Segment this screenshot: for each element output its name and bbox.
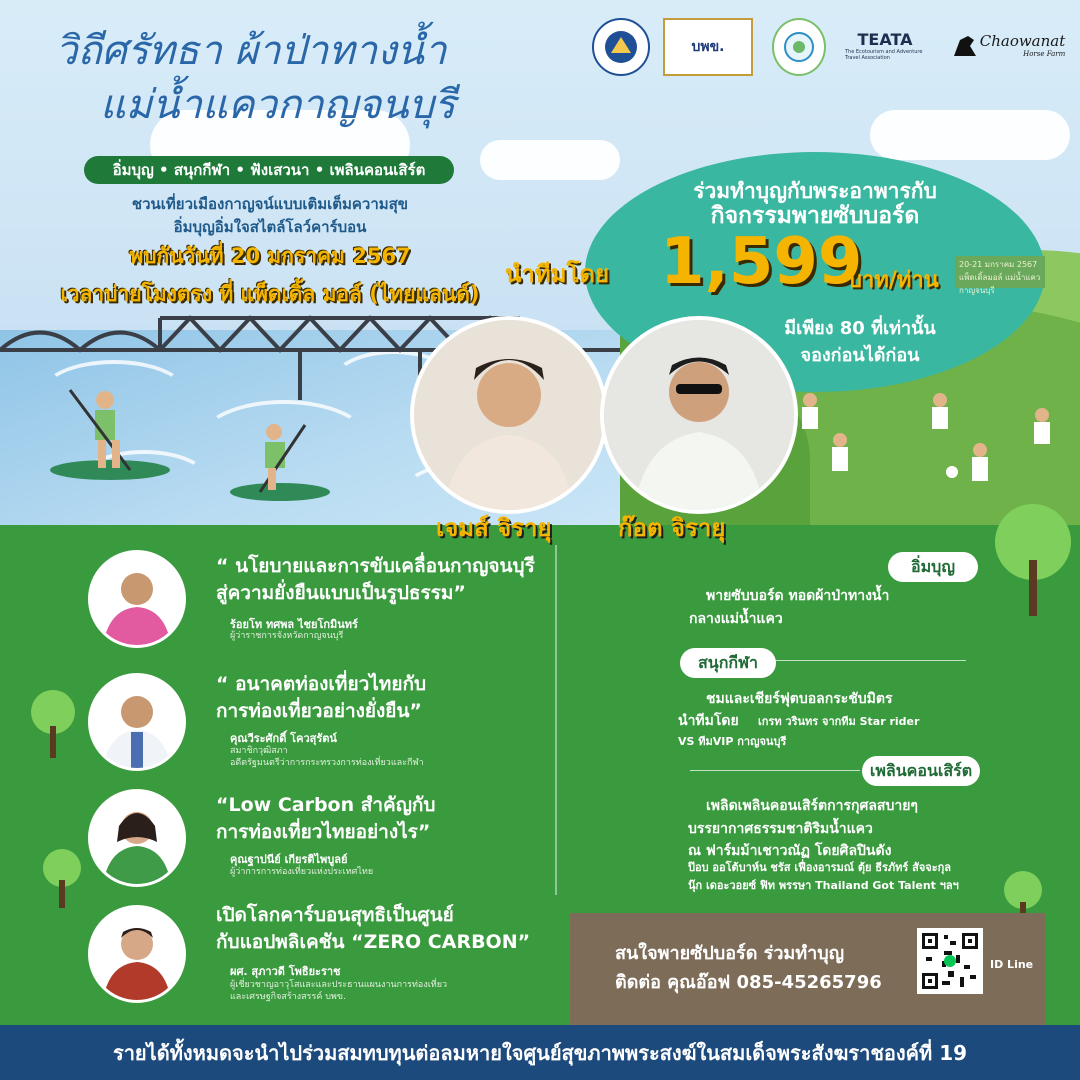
speaker-photo	[88, 550, 186, 648]
activity-3-line4: ป๊อบ ออโต้บาห์น ชรัส เฟื่องอารมณ์ ตุ้ย ธีรภัทร์ สัจจะกุล	[688, 861, 952, 874]
promo-heading-2: กิจกรรมพายซับบอร์ด	[710, 203, 920, 229]
signpost-line2: แพ็ดเดิ้ลมอล์ แม่น้ำแคว กาญจนบุรี	[959, 273, 1041, 295]
speaker-3-role: ผู้ว่าการการท่องเที่ยวแห่งประเทศไทย	[230, 867, 374, 877]
promo-heading-1: ร่วมทำบุญกับพระอาพารกับ	[693, 179, 937, 203]
cloud	[480, 140, 620, 180]
speaker-4-role-1: ผู้เชี่ยวชาญอาวุโสและและประธานแผนงานการท่องเที่ยว	[230, 980, 448, 990]
page-title-line2: แม่น้ำแควกาญจนบุรี	[100, 82, 456, 128]
activity-1-line2: กลางแม่น้ำแคว	[689, 611, 783, 627]
teata-logo	[845, 18, 925, 72]
activity-tagline: อิ่มบุญ • สนุกกีฬา • ฟังเสวนา • เพลินคอนเสิร์ต	[84, 156, 454, 184]
celebrity-name-james: เจมส์ จิรายุ	[436, 514, 552, 542]
contact-line-1: สนใจพายซัปบอร์ด ร่วมทำบุญ	[615, 943, 845, 964]
intro-line-2: อิ่มบุญอิ่มใจสไตล์โลว์คาร์บอน	[173, 218, 367, 236]
activity-2-line1: ชมและเชียร์ฟุตบอลกระชับมิตร	[706, 691, 893, 707]
speaker-1-role: ผู้ว่าราชการจังหวัดกาญจนบุรี	[230, 631, 344, 641]
event-date: พบกันวันที่ 20 มกราคม 2567	[129, 244, 411, 268]
teata-logo-subtext: The Ecotourism and Adventure Travel Association	[845, 48, 923, 61]
pmu-logo	[663, 18, 753, 76]
speaker-4-name: ผศ. สุภาวดี โพธิยะราช	[230, 965, 341, 978]
event-signpost	[955, 256, 1045, 295]
activity-chip-concert: เพลินคอนเสิร์ต	[862, 756, 980, 786]
speaker-1-topic-line2: สู่ความยั่งยืนแบบเป็นรูปธรรม”	[216, 582, 466, 604]
speaker-photo	[88, 789, 186, 887]
lead-by-label: นำทีมโดย	[505, 260, 610, 288]
speaker-2-topic-line1: “ อนาคตท่องเที่ยวไทยกับ	[216, 673, 427, 695]
organization-seal-logo	[772, 18, 826, 76]
celebrity-photo-got	[600, 316, 798, 514]
horse-farm-logo-text: Chaowanat	[979, 32, 1066, 50]
activity-chip-merit: อิ่มบุญ	[888, 552, 978, 582]
horse-farm-logo	[945, 18, 1070, 72]
tree-icon	[990, 500, 1076, 616]
teata-logo-text: TEATA	[857, 29, 913, 49]
paddleboarder-illustration	[220, 420, 340, 510]
footer-banner: รายได้ทั้งหมดจะนำไปร่วมสมทบทุนต่อลมหายใจศูนย์สุขภาพพระสงฆ์ในสมเด็จพระสังฆราชองค์ที่ 19	[0, 1025, 1080, 1080]
speaker-1-topic-line1: “ นโยบายและการขับเคลื่อนกาญจนบุรี	[216, 555, 535, 577]
activity-3-line3: ณ ฟาร์มม้าเชาวณัฏ โดยศิลปินดัง	[688, 843, 892, 859]
speaker-photo	[88, 905, 186, 1003]
contact-phone[interactable]: ติดต่อ คุณอ๊อฟ 085-45265796	[615, 972, 882, 993]
activity-3-line2: บรรยากาศธรรมชาติริมน้ำแคว	[688, 821, 873, 837]
price: 1,599	[660, 225, 863, 299]
signpost-line1: 20-21 มกราคม 2567	[959, 260, 1038, 269]
id-line-label: ID Line	[990, 958, 1034, 971]
activity-2-line2: เกรท วรินทร จากทีม Star rider	[758, 715, 920, 728]
speaker-1-name: ร้อยโท ทศพล ไชยโกมินทร์	[230, 618, 358, 631]
university-logo	[592, 18, 650, 76]
event-time-place: เวลาบ่ายโมงตรง ที่ แพ็ดเดิ้ล มอล์ (ไทยแลนด์)	[60, 282, 480, 306]
speaker-4-topic-line2: กับแอปพลิเคชัน “ZERO CARBON”	[216, 931, 531, 953]
speaker-4-topic-line1: เปิดโลกคาร์บอนสุทธิเป็นศูนย์	[216, 904, 454, 926]
activity-3-line5: นุ๊ก เดอะวอยซ์ ฟิท พรรษา Thailand Got Talent ฯลฯ	[688, 879, 959, 892]
speaker-3-topic-line2: การท่องเที่ยวไทยอย่างไร”	[216, 821, 431, 843]
activity-3-line1: เพลิดเพลินคอนเสิร์ตการกุศลสบายๆ	[706, 798, 918, 814]
book-early-note: จองก่อนได้ก่อน	[800, 345, 920, 366]
column-divider	[555, 545, 557, 895]
speaker-2-topic-line2: การท่องเที่ยวอย่างยั่งยืน”	[216, 700, 422, 722]
speaker-3-topic-line1: “Low Carbon สำคัญกับ	[216, 794, 436, 816]
activity-2-lead: นำทีมโดย	[678, 713, 739, 729]
football-players-illustration	[780, 380, 1060, 510]
speaker-3-name: คุณฐาปนีย์ เกียรติไพบูลย์	[230, 853, 348, 866]
speaker-2-role-1: สมาชิกวุฒิสภา	[230, 746, 288, 756]
speaker-2-role-2: อดีตรัฐมนตรีว่าการกระทรวงการท่องเที่ยวและกีฬา	[230, 758, 424, 768]
line-qr-code[interactable]	[917, 928, 983, 994]
pmu-logo-text: บพข.	[691, 39, 725, 55]
activity-2-line3: VS ทีมVIP กาญจนบุรี	[678, 735, 787, 748]
intro-line-1: ชวนเที่ยวเมืองกาญจน์แบบเติมเต็มความสุข	[131, 195, 409, 213]
speaker-photo	[88, 673, 186, 771]
page-title-line1: วิถีศรัทธา ผ้าป่าทางน้ำ	[55, 28, 447, 74]
cloud	[870, 110, 1070, 160]
speaker-4-role-2: และเศรษฐกิจสร้างสรรค์ บพข.	[230, 992, 346, 1002]
activity-chip-sport: สนุกกีฬา	[680, 648, 776, 678]
horse-farm-logo-subtext: Horse Farm	[1023, 50, 1066, 58]
seats-limit: มีเพียง 80 ที่เท่านั้น	[784, 318, 936, 339]
celebrity-name-got: ก๊อต จิรายุ	[618, 514, 726, 542]
tree-icon	[28, 688, 78, 758]
celebrity-photo-james	[410, 316, 608, 514]
price-unit: บาท/ท่าน	[848, 268, 939, 293]
activity-1-line1: พายซับบอร์ด ทอดผ้าป่าทางน้ำ	[706, 588, 890, 604]
speaker-2-name: คุณวีระศักดิ์ โควสุรัตน์	[230, 732, 337, 745]
tree-icon	[40, 848, 84, 908]
paddleboarder-illustration	[40, 380, 180, 490]
divider-line	[690, 770, 860, 771]
